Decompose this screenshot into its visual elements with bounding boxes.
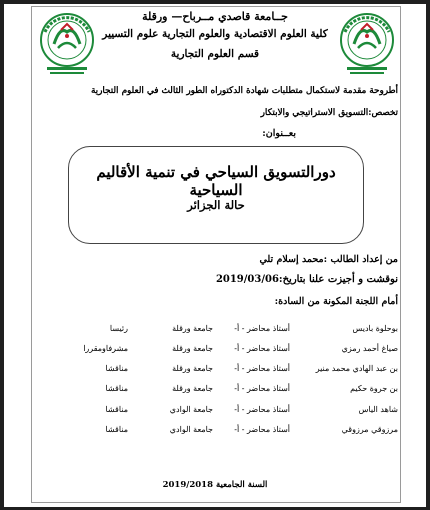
committee-row bbox=[34, 405, 400, 419]
member-university: جامعة ورقلة bbox=[172, 324, 213, 333]
member-role: مناقشا bbox=[105, 364, 128, 373]
member-rank: أستاذ محاضر - أ- bbox=[234, 344, 290, 353]
member-rank: أستاذ محاضر - أ- bbox=[234, 425, 290, 434]
member-university: جامعة ورقلة bbox=[172, 384, 213, 393]
member-name: بن عبد الهادي محمد منير bbox=[315, 364, 398, 373]
title-box bbox=[68, 146, 364, 244]
specialization: تخصص:التسويق الاستراتيجي والابتكار bbox=[260, 108, 398, 118]
member-name: بوحلوة باديس bbox=[352, 324, 398, 333]
committee-row bbox=[34, 425, 400, 439]
faculty-name: كلية العلوم الاقتصادية والعلوم التجارية علوم التسيير bbox=[102, 28, 328, 40]
member-university: جامعة ورقلة bbox=[172, 364, 213, 373]
thesis-type: أطروحة مقدمة لاستكمال متطلبات شهادة الدكتوراه الطور الثالث في العلوم التجارية bbox=[90, 86, 398, 96]
member-role: رئيسا bbox=[109, 324, 128, 333]
university-name: جــامعة قاصدي مــرباح— ورقلة bbox=[142, 10, 288, 23]
title-label: بعــنوان: bbox=[262, 128, 296, 139]
member-name: بن جروة حكيم bbox=[350, 384, 398, 393]
member-role: مشرفاومقررا bbox=[83, 344, 128, 353]
defense-date-line: نوقشت و أجيزت علنا بتاريخ:2019/03/06 bbox=[215, 274, 398, 285]
academic-year: السنة الجامعية 2019/2018 bbox=[162, 480, 268, 490]
member-rank: أستاذ محاضر - أ- bbox=[234, 324, 290, 333]
committee-row bbox=[34, 364, 400, 378]
committee-row bbox=[34, 344, 400, 358]
document-page bbox=[4, 4, 426, 507]
member-name: مرزوقي مرزوقي bbox=[341, 425, 398, 434]
member-role: مناقشا bbox=[105, 425, 128, 434]
member-rank: أستاذ محاضر - أ- bbox=[234, 384, 290, 393]
committee-row bbox=[34, 384, 400, 398]
member-name: صياغ أحمد رمزي bbox=[341, 344, 398, 353]
student-line: من إعداد الطالب :محمد إسلام تلي bbox=[259, 254, 398, 265]
thesis-title: دورالتسويق السياحي في تنمية الأقاليم السياحية bbox=[96, 163, 336, 199]
member-university: جامعة الوادي bbox=[169, 425, 213, 434]
committee-label: أمام اللجنة المكونة من السادة: bbox=[274, 296, 398, 307]
member-university: جامعة الوادي bbox=[169, 405, 213, 414]
thesis-subtitle: حالة الجزائر bbox=[187, 198, 245, 212]
member-role: مناقشا bbox=[105, 384, 128, 393]
committee-row bbox=[34, 324, 400, 338]
member-university: جامعة ورقلة bbox=[172, 344, 213, 353]
member-name: شاهد الياس bbox=[358, 405, 398, 414]
member-rank: أستاذ محاضر - أ- bbox=[234, 364, 290, 373]
member-role: مناقشا bbox=[105, 405, 128, 414]
member-rank: أستاذ محاضر - أ- bbox=[234, 405, 290, 414]
department-name: قسم العلوم التجارية bbox=[170, 48, 260, 60]
